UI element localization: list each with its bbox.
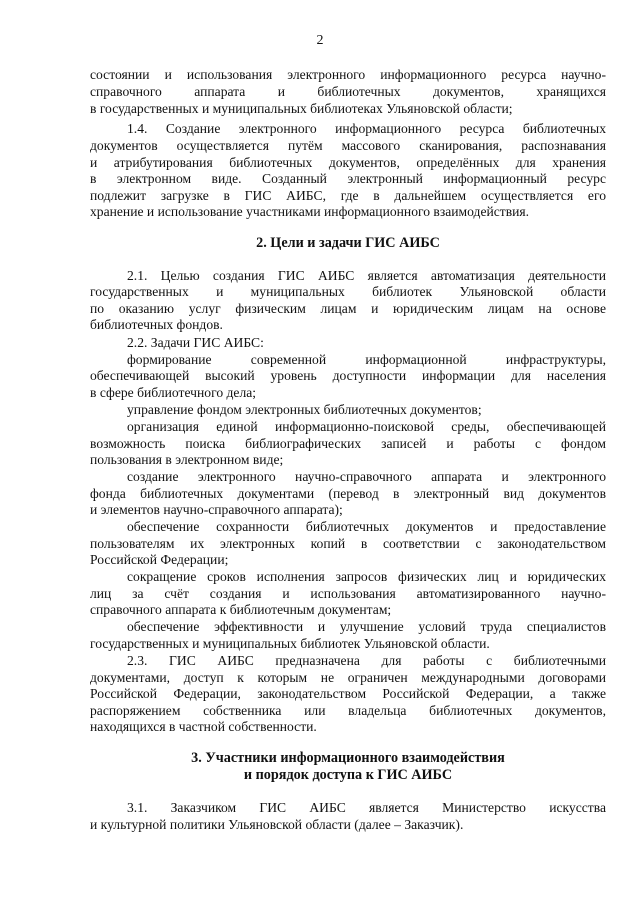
section-heading: и порядок доступа к ГИС АИБС xyxy=(243,767,453,783)
text-line: лиц за счёт создания и использования автоматизированного научно- xyxy=(90,586,606,601)
text-line: 3.1. Заказчиком ГИС АИБС является Министерство искусства xyxy=(127,800,606,815)
section-heading: 2. Цели и задачи ГИС АИБС xyxy=(256,235,440,251)
text-line: обеспечение эффективности и улучшение условий труда специалистов xyxy=(127,619,606,634)
page-number: 2 xyxy=(316,33,324,48)
text-line: находящихся в частной собственности. xyxy=(90,719,317,734)
text-line: государственных и муниципальных библиотек Ульяновской области xyxy=(90,284,606,299)
text-line: организация единой информационно-поисковой среды, обеспечивающей xyxy=(127,419,606,434)
text-line: распоряжением собственника или владельца библиотечных документов, xyxy=(90,703,606,718)
text-line: Российской Федерации; xyxy=(90,552,229,567)
text-line: хранение и использование участниками информационного взаимодействия. xyxy=(90,204,530,219)
text-line: и атрибутирования библиотечных документов, определённых для хранения xyxy=(90,155,606,170)
text-line: сокращение сроков исполнения запросов физических лиц и юридических xyxy=(127,569,606,584)
text-line: и культурной политики Ульяновской области (далее – Заказчик). xyxy=(90,817,464,832)
text-line: управление фондом электронных библиотечных документов; xyxy=(127,402,482,417)
text-line: 1.4. Создание электронного информационного ресурса библиотечных xyxy=(127,121,606,136)
text-line: в электронном виде. Созданный электронный информационный ресурс xyxy=(90,171,606,186)
text-line: библиотечных фондов. xyxy=(90,317,223,332)
text-line: обеспечение сохранности библиотечных документов и предоставление xyxy=(127,519,606,534)
text-line: и элементов научно-справочного аппарата); xyxy=(90,502,343,517)
text-line: государственных и муниципальных библиотек Ульяновской области. xyxy=(90,636,490,651)
text-line: справочного аппарата и библиотечных документов, хранящихся xyxy=(90,84,606,99)
text-line: пользователям их электронных копий в соответствии с законодательством xyxy=(90,536,606,551)
text-line: документов осуществляется путём массового сканирования, распознавания xyxy=(90,138,606,153)
text-line: фонда библиотечных документами (перевод в электронный вид документов xyxy=(90,486,606,501)
text-line: состоянии и использования электронного информационного ресурса научно- xyxy=(90,67,606,82)
section-heading: 3. Участники информационного взаимодействия xyxy=(191,750,505,766)
text-line: обеспечивающей высокий уровень доступности информации для населения xyxy=(90,368,606,383)
text-line: справочного аппарата к библиотечным документам; xyxy=(90,602,392,617)
text-line: подлежит загрузке в ГИС АИБС, где в дальнейшем осуществляется его xyxy=(90,188,606,203)
text-line: Российской Федерации, законодательством Российской Федерации, а также xyxy=(90,686,606,701)
text-line: в сфере библиотечного дела; xyxy=(90,385,257,400)
text-line: 2.1. Целью создания ГИС АИБС является автоматизация деятельности xyxy=(127,268,606,283)
text-line: формирование современной информационной инфраструктуры, xyxy=(127,352,606,367)
text-line: создание электронного научно-справочного аппарата и электронного xyxy=(127,469,606,484)
text-line: документами, доступ к которым не ограничен международными договорами xyxy=(90,670,606,685)
text-line: 2.3. ГИС АИБС предназначена для работы с библиотечными xyxy=(127,653,606,668)
text-line: по оказанию услуг физическим лицам и юридическим лицам на основе xyxy=(90,301,606,316)
text-line: пользования в электронном виде; xyxy=(90,452,284,467)
text-line: в государственных и муниципальных библиотеках Ульяновской области; xyxy=(90,101,513,116)
text-line: 2.2. Задачи ГИС АИБС: xyxy=(127,335,264,350)
text-line: возможность поиска библиографических записей и работы с фондом xyxy=(90,436,606,451)
